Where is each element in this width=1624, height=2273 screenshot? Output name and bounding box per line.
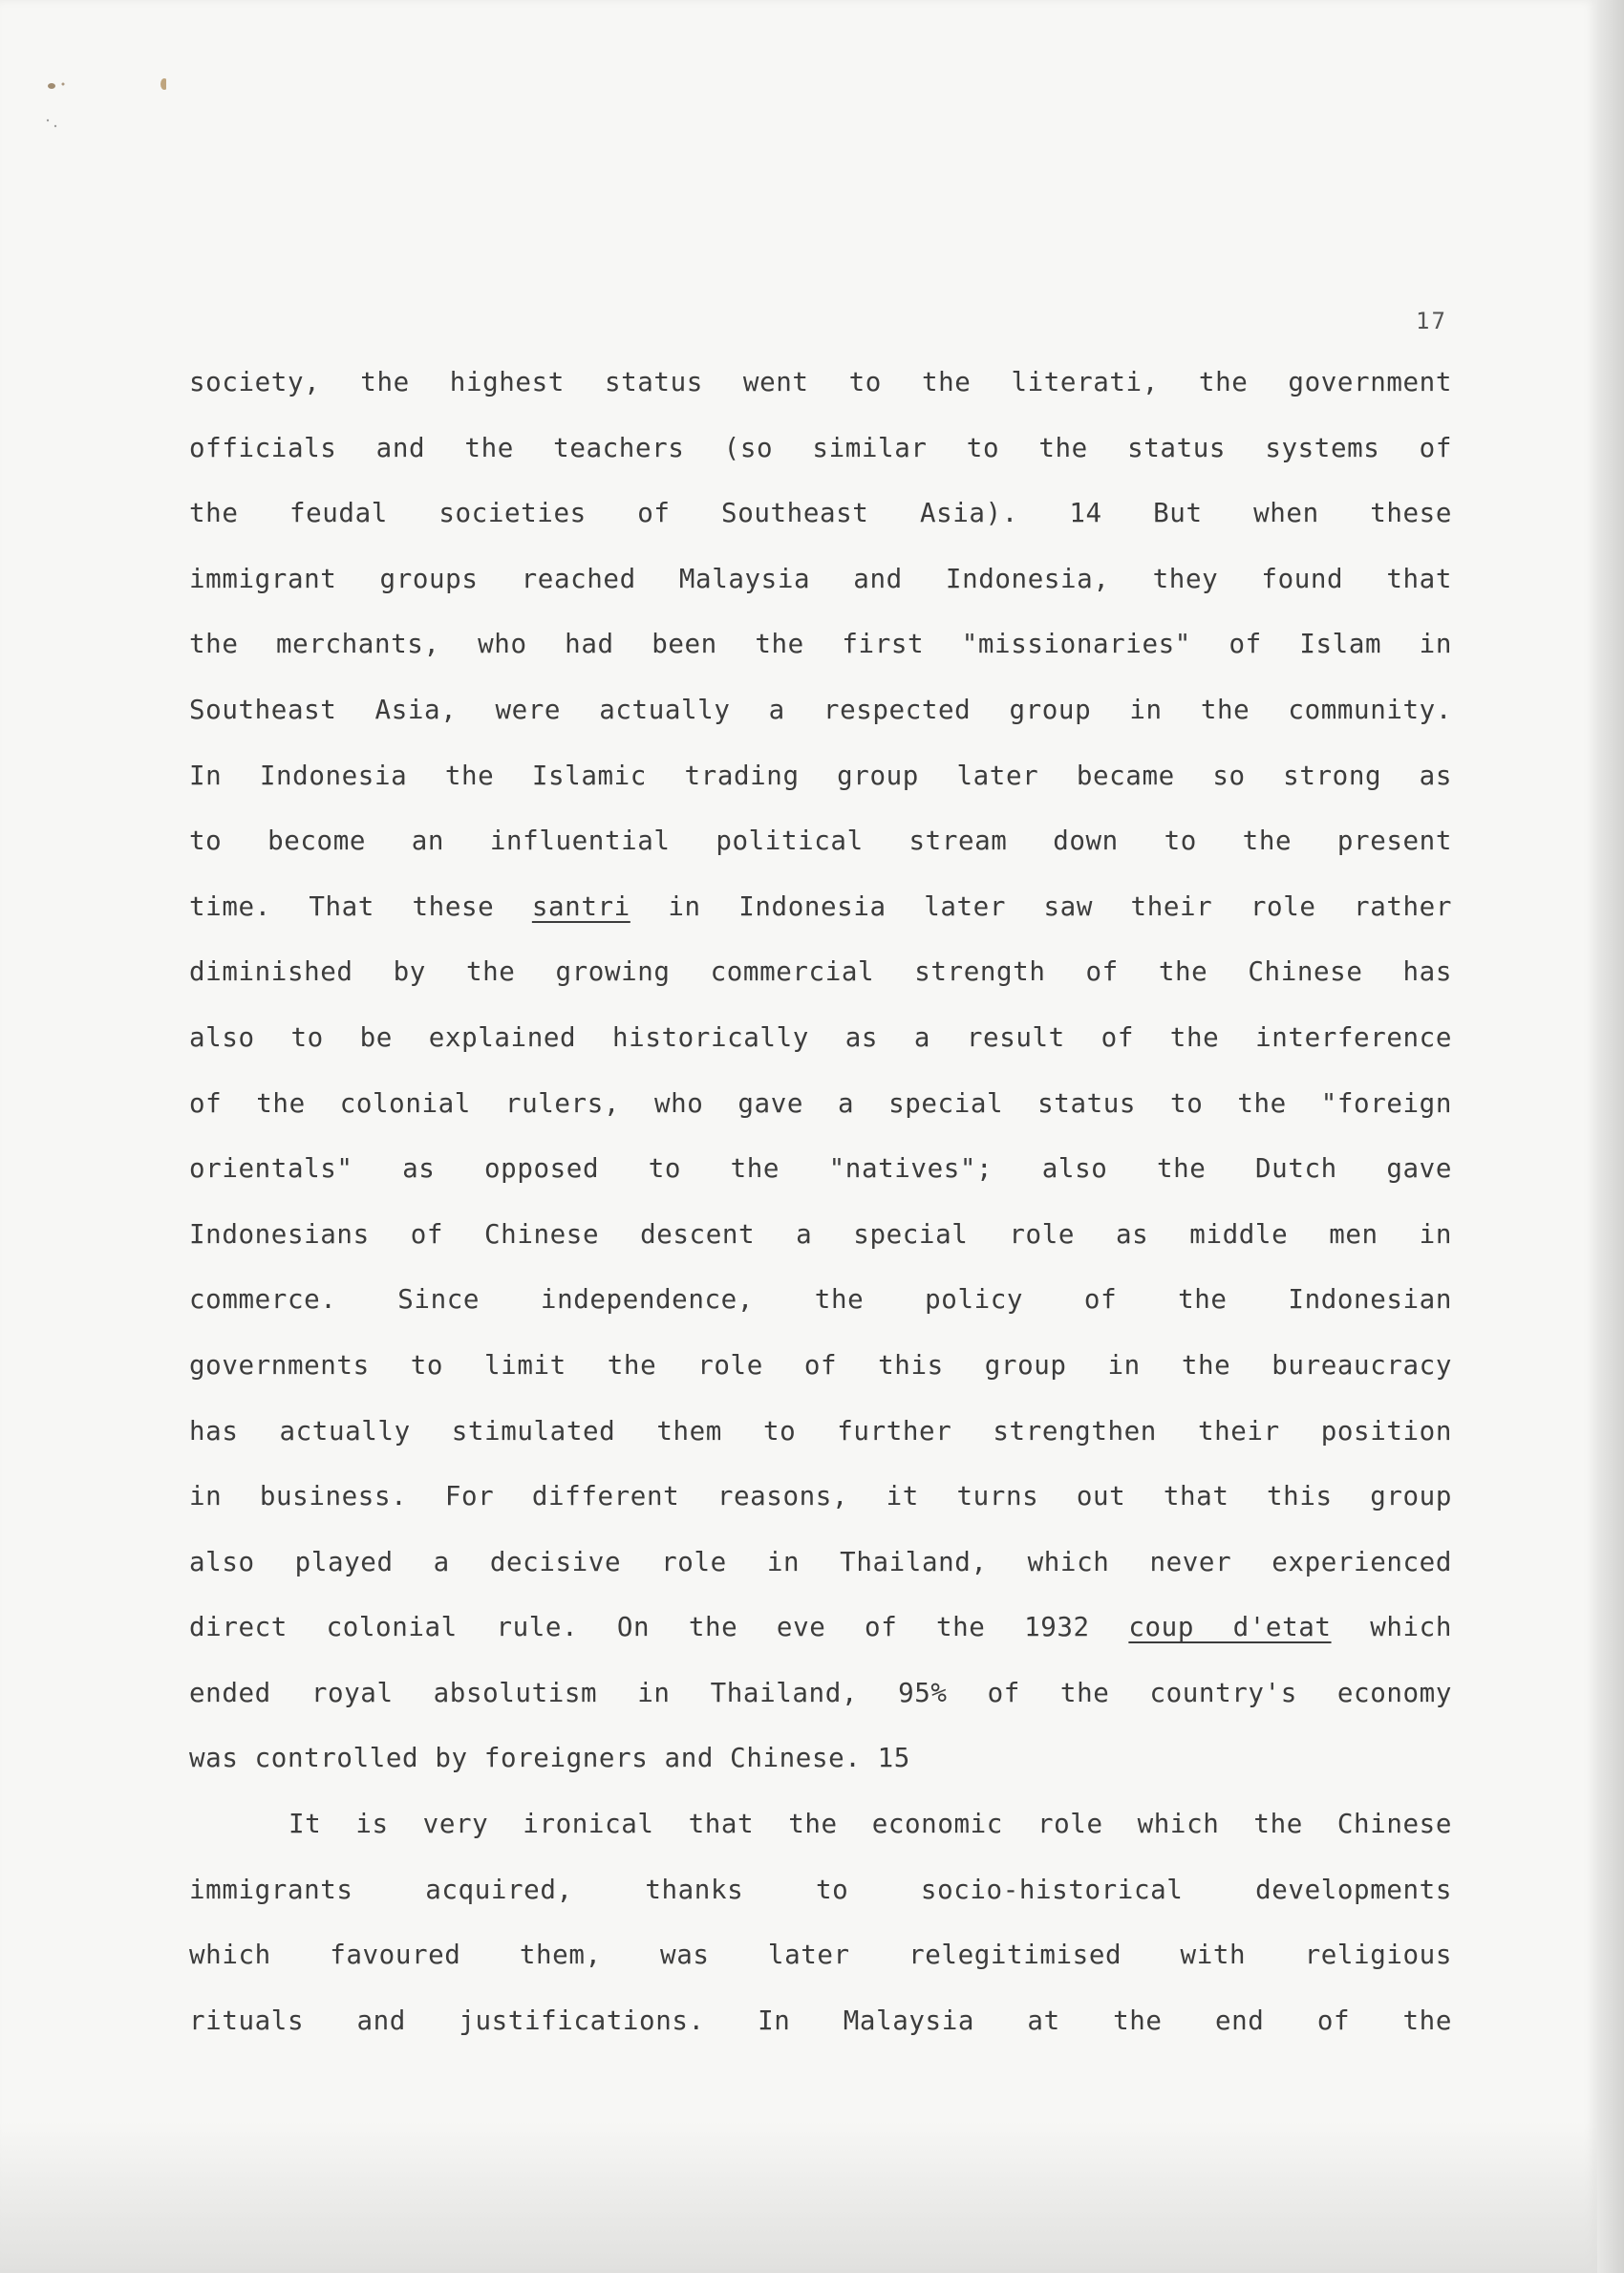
text-segment: time. That these (189, 890, 532, 922)
text-line: was controlled by foreigners and Chinese. 15 (189, 1743, 910, 1774)
scan-bottom-shade (0, 2121, 1597, 2273)
body-text (189, 350, 1452, 2053)
text-line: rituals and justifications. In Malaysia at the end of the (189, 2005, 1452, 2036)
text-line: commerce. Since independence, the policy of the Indonesian (189, 1284, 1452, 1316)
paper-stain-mark (42, 76, 166, 134)
text-line: diminished by the growing commercial strength of the Chinese has (189, 956, 1452, 988)
text-segment: direct colonial rule. On the eve of the 1932 (189, 1612, 1129, 1643)
text-line: Southeast Asia, were actually a respected group in the community. (189, 694, 1452, 725)
text-line: has actually stimulated them to further strengthen their position (189, 1415, 1452, 1447)
text-line: to become an influential political stream down to the present (189, 826, 1452, 857)
text-segment: which (1331, 1612, 1452, 1643)
text-line: the feudal societies of Southeast Asia). 14 But when these (189, 498, 1452, 529)
text-line: which favoured them, was later relegitimised with religious (189, 1940, 1452, 1971)
text-line-paragraph-start: It is very ironical that the economic role which the Chinese (288, 1809, 1452, 1840)
underlined-term-santri: santri (531, 890, 630, 922)
text-line (189, 874, 1452, 940)
page-number: 17 (1416, 308, 1447, 334)
text-line: also played a decisive role in Thailand, which never experienced (189, 1546, 1452, 1577)
text-line: ended royal absolutism in Thailand, 95% of the country's economy (189, 1677, 1452, 1708)
text-line: governments to limit the role of this group in the bureaucracy (189, 1349, 1452, 1381)
text-line: immigrant groups reached Malaysia and Indonesia, they found that (189, 563, 1452, 594)
text-line: in business. For different reasons, it turns out that this group (189, 1481, 1452, 1512)
text-line: Indonesians of Chinese descent a special role as middle men in (189, 1218, 1452, 1250)
text-line: immigrants acquired, thanks to socio-historical developments (189, 1874, 1452, 1905)
text-line: In Indonesia the Islamic trading group later became so strong as (189, 760, 1452, 791)
scan-edge (1597, 0, 1624, 2273)
text-segment: in Indonesia later saw their role rather (630, 890, 1452, 922)
text-line: society, the highest status went to the literati, the government (189, 367, 1452, 397)
text-line: also to be explained historically as a result of the interference (189, 1021, 1452, 1053)
text-line: officials and the teachers (so similar to the status systems of (189, 432, 1452, 463)
text-line: the merchants, who had been the first "missionaries" of Islam in (189, 629, 1452, 660)
text-line (189, 1595, 1452, 1661)
text-line: orientals" as opposed to the "natives"; also the Dutch gave (189, 1153, 1452, 1185)
underlined-term-coup-detat: coup d'etat (1128, 1612, 1332, 1643)
text-line: of the colonial rulers, who gave a special status to the "foreign (189, 1087, 1452, 1119)
